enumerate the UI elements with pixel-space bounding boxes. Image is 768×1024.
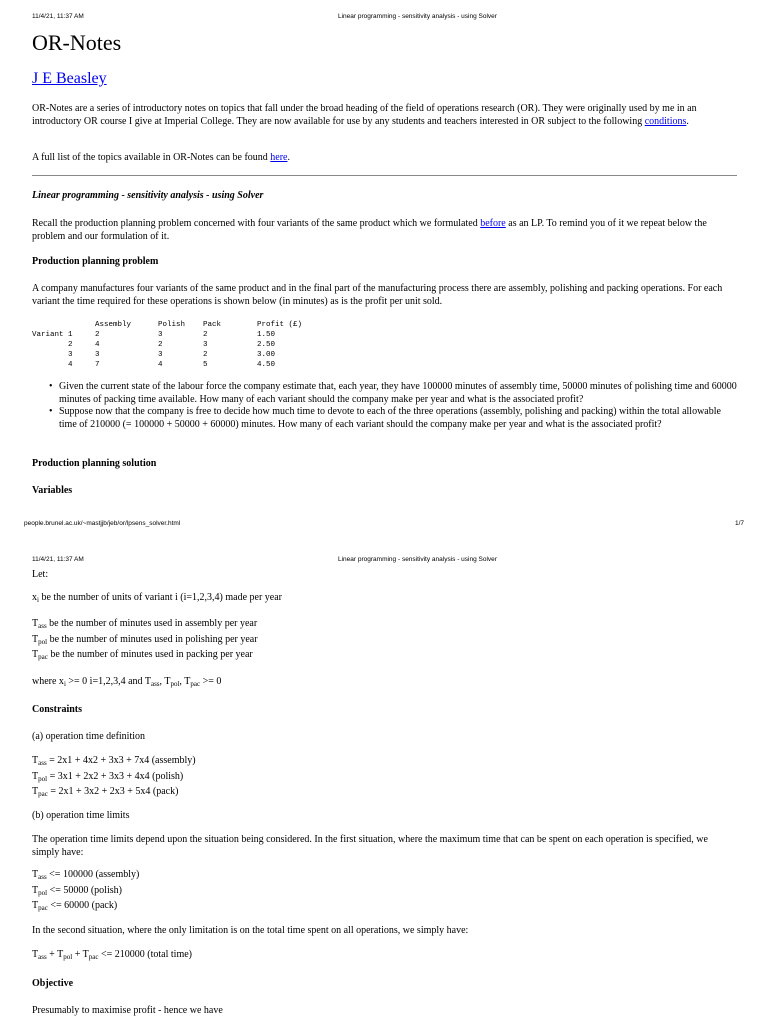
section-title: Linear programming - sensitivity analysis - using Solver — [32, 190, 264, 201]
limit-constraints — [32, 869, 139, 913]
table-line: Variant 1 2 3 2 1.50 — [32, 331, 276, 339]
eq-assembly: $T_{ass} = 2x1 + 4x2 + 3x3 + 7x4$ (assembly) — [32, 755, 196, 767]
op-limits-label: (b) operation time limits — [32, 810, 130, 821]
list-item: • Suppose now that the company is free to decide how much time to devote to each of the three operations (assembly, polishing and packing) within the total allowable time of 210000 (= 100000 + 50000 + 60000) minutes. How many of each variant should the company make per year and what is the associated profit? — [49, 406, 721, 430]
tpac-definition: $T_{pac}$ be the number of minutes used in packing per year — [32, 649, 253, 661]
before-link[interactable]: before — [480, 218, 506, 229]
page-title: OR-Notes — [32, 30, 122, 55]
bullet-icon: • — [49, 381, 53, 392]
eq-pack: $T_{pac} = 2x1 + 3x2 + 2x3 + 5x4$ (pack) — [32, 786, 179, 798]
print-header-title: Linear programming - sensitivity analysis - using Solver — [338, 13, 497, 20]
print-header-datetime: 11/4/21, 11:37 AM — [32, 556, 84, 563]
print-footer-page: 1/7 — [735, 520, 745, 527]
table-line: 2 4 2 3 2.50 — [32, 341, 276, 349]
print-footer-url: people.brunel.ac.uk/~mastjjb/jeb/or/lpsens_solver.html — [24, 520, 181, 527]
table-line: 4 7 4 5 4.50 — [32, 361, 276, 369]
problem-heading: Production planning problem — [32, 256, 159, 267]
limit-pack: $T_{pac} <= 60000$ (pack) — [32, 900, 118, 912]
print-header-title: Linear programming - sensitivity analysis - using Solver — [338, 556, 497, 563]
objective-text: Presumably to maximise profit - hence we have — [32, 1005, 223, 1016]
print-header-datetime: 11/4/21, 11:37 AM — [32, 13, 84, 20]
eq-polish: $T_{pol} = 3x1 + 2x2 + 3x3 + 4x4$ (polish) — [32, 770, 184, 783]
tass-definition: $T_{ass}$ be the number of minutes used in assembly per year — [32, 618, 258, 630]
conditions-link[interactable]: conditions — [644, 115, 687, 127]
limit-polish: $T_{pol} <= 50000$ (polish) — [32, 884, 122, 897]
let-text: Let: — [32, 569, 49, 580]
table-line: 3 3 3 2 3.00 — [32, 351, 276, 359]
topics-paragraph: A full list of the topics available in OR-Notes can be found here. — [32, 152, 290, 163]
objective-heading: Objective — [32, 978, 74, 989]
problem-paragraph: A company manufactures four variants of the same product and in the final part of the manufacturing process there are assembly, polishing and packing operations. For each variant the time required for these operations is shown below (in minutes) as is the profit per unit sold. — [32, 283, 723, 307]
variables-heading: Variables — [32, 485, 73, 496]
author-link[interactable]: J E Beasley — [32, 70, 107, 87]
nonnegativity: where $x_i >= 0$ i=1,2,3,4 and $T_{ass}$, $T_{pol}$, $T_{pac} >= 0$ — [32, 676, 222, 688]
intro-paragraph: OR-Notes are a series of introductory notes on topics that fall under the broad heading of the field of operations research (OR). They were originally used by me in an introductory OR course I give at Imperial College. They are now available for use by any students and teachers interested in OR subject to the following conditions. — [32, 103, 697, 127]
recall-paragraph: Recall the production planning problem concerned with four variants of the same product which we formulated before as an LP. To remind you of it we repeat below the problem and our formulation of it. — [32, 218, 707, 242]
table-line: Assembly Polish Pack Profit (£) — [32, 321, 303, 329]
bullet-icon: • — [49, 406, 53, 417]
second-situation-text: In the second situation, where the only limitation is on the total time spent on all operations, we simply have: — [32, 925, 469, 936]
times-table — [32, 320, 302, 370]
solution-heading: Production planning solution — [32, 458, 157, 469]
limit-assembly: $T_{ass} <= 100000$ (assembly) — [32, 869, 140, 881]
horizontal-rule — [32, 175, 737, 176]
author-heading — [32, 70, 107, 88]
question-list — [49, 381, 737, 431]
total-time-constraint: $T_{ass} + T_{pol} + T_{pac} <= 210000$ (total time) — [32, 949, 192, 961]
t-definitions — [32, 618, 258, 662]
limits-paragraph: The operation time limits depend upon the situation being considered. In the first situation, where the maximum time that can be spent on each operation is specified, we simply have: — [32, 834, 708, 858]
constraints-heading: Constraints — [32, 704, 83, 715]
tpol-definition: $T_{pol}$ be the number of minutes used in polishing per year — [32, 633, 258, 646]
op-def-equations — [32, 755, 196, 799]
op-def-label: (a) operation time definition — [32, 731, 146, 742]
here-link[interactable]: here — [270, 152, 288, 163]
xi-definition: $x_i$ be the number of units of variant i (i=1,2,3,4) made per year — [32, 592, 283, 604]
list-item: • Given the current state of the labour force the company estimate that, each year, they have 100000 minutes of assembly time, 50000 minutes of polishing time and 60000 minutes of packing time available. How many of each variant should the company make per year and what is the associated profit? — [49, 381, 737, 405]
